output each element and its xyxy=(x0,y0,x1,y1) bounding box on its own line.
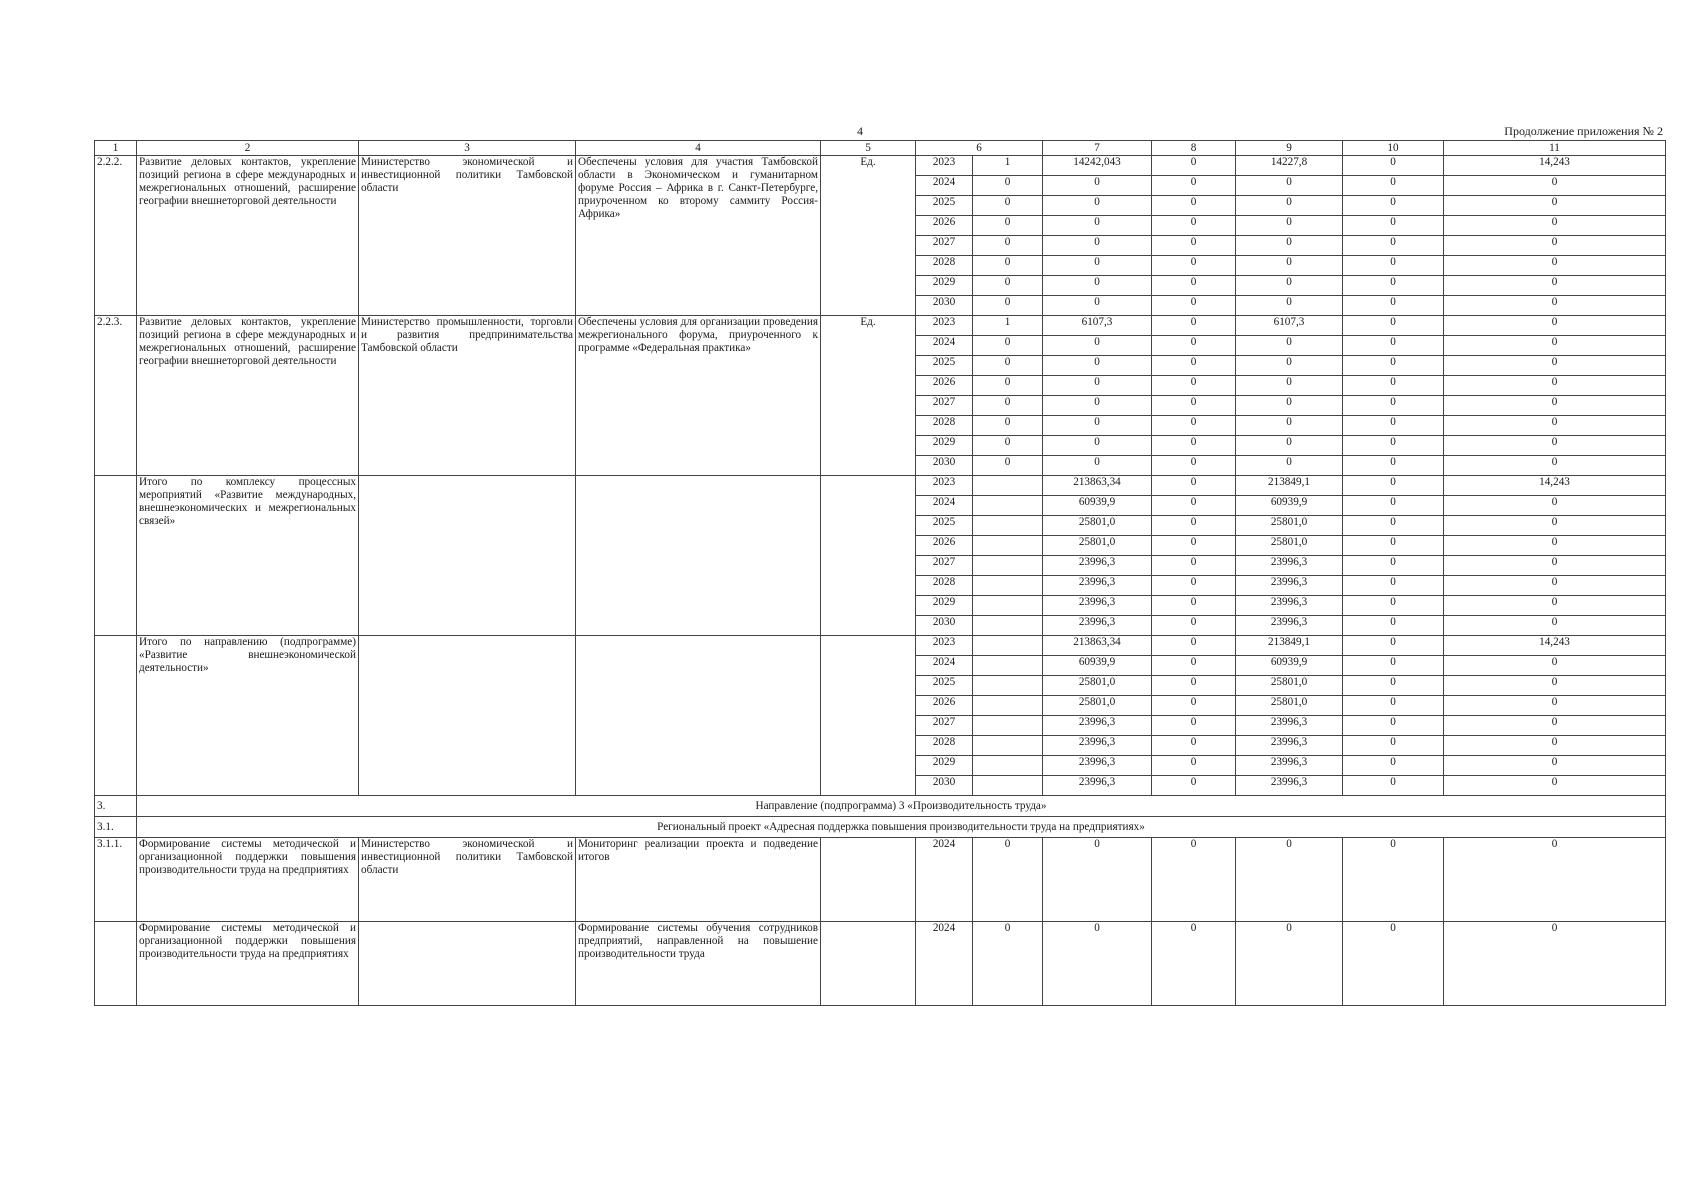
year-cell: 2023 xyxy=(916,636,973,656)
item-unit: Ед. xyxy=(821,316,916,476)
local-cell: 0 xyxy=(1343,156,1444,176)
other-cell: 0 xyxy=(1444,656,1666,676)
year-cell: 2028 xyxy=(916,736,973,756)
header-cell: 7 xyxy=(1043,141,1152,156)
year-cell: 2029 xyxy=(916,756,973,776)
federal-cell: 0 xyxy=(1152,596,1236,616)
item-result: Мониторинг реализации проекта и подведение итогов xyxy=(576,838,821,922)
year-cell: 2026 xyxy=(916,696,973,716)
item-name: Итого по направлению (подпрограмме) «Развитие внешнеэкономической деятельности» xyxy=(137,636,359,796)
header-cell: 6 xyxy=(916,141,1043,156)
header-cell: 2 xyxy=(137,141,359,156)
other-cell: 0 xyxy=(1444,336,1666,356)
count-cell: 0 xyxy=(973,276,1043,296)
total-cell: 0 xyxy=(1043,296,1152,316)
federal-cell: 0 xyxy=(1152,838,1236,922)
regional-cell: 23996,3 xyxy=(1236,776,1343,796)
other-cell: 0 xyxy=(1444,396,1666,416)
federal-cell: 0 xyxy=(1152,676,1236,696)
regional-cell: 0 xyxy=(1236,276,1343,296)
year-cell: 2030 xyxy=(916,456,973,476)
local-cell: 0 xyxy=(1343,436,1444,456)
other-cell: 0 xyxy=(1444,736,1666,756)
federal-cell: 0 xyxy=(1152,636,1236,656)
item-unit xyxy=(821,476,916,636)
local-cell: 0 xyxy=(1343,236,1444,256)
item-number: 2.2.2. xyxy=(95,156,137,316)
year-cell: 2025 xyxy=(916,196,973,216)
total-cell: 25801,0 xyxy=(1043,676,1152,696)
count-cell xyxy=(973,736,1043,756)
header-cell: 1 xyxy=(95,141,137,156)
count-cell xyxy=(973,536,1043,556)
other-cell: 0 xyxy=(1444,456,1666,476)
local-cell: 0 xyxy=(1343,316,1444,336)
total-cell: 6107,3 xyxy=(1043,316,1152,336)
data-table xyxy=(94,140,1666,1006)
count-cell: 0 xyxy=(973,456,1043,476)
local-cell: 0 xyxy=(1343,196,1444,216)
total-cell: 25801,0 xyxy=(1043,536,1152,556)
table-row xyxy=(95,316,1666,336)
local-cell: 0 xyxy=(1343,256,1444,276)
federal-cell: 0 xyxy=(1152,456,1236,476)
other-cell: 14,243 xyxy=(1444,476,1666,496)
header-cell: 5 xyxy=(821,141,916,156)
regional-cell: 0 xyxy=(1236,922,1343,1006)
item-executor xyxy=(359,476,576,636)
other-cell: 0 xyxy=(1444,556,1666,576)
local-cell: 0 xyxy=(1343,556,1444,576)
local-cell: 0 xyxy=(1343,276,1444,296)
local-cell: 0 xyxy=(1343,776,1444,796)
count-cell xyxy=(973,616,1043,636)
other-cell: 0 xyxy=(1444,496,1666,516)
count-cell: 0 xyxy=(973,336,1043,356)
year-cell: 2025 xyxy=(916,516,973,536)
item-executor: Министерство экономической и инвестиционной политики Тамбовской области xyxy=(359,156,576,316)
federal-cell: 0 xyxy=(1152,276,1236,296)
total-cell: 14242,043 xyxy=(1043,156,1152,176)
table-row xyxy=(95,636,1666,656)
local-cell: 0 xyxy=(1343,356,1444,376)
other-cell: 0 xyxy=(1444,676,1666,696)
federal-cell: 0 xyxy=(1152,656,1236,676)
item-result xyxy=(576,636,821,796)
count-cell xyxy=(973,496,1043,516)
other-cell: 0 xyxy=(1444,776,1666,796)
total-cell: 0 xyxy=(1043,216,1152,236)
regional-cell: 25801,0 xyxy=(1236,516,1343,536)
federal-cell: 0 xyxy=(1152,416,1236,436)
other-cell: 0 xyxy=(1444,838,1666,922)
page-number: 4 xyxy=(857,124,863,138)
other-cell: 14,243 xyxy=(1444,156,1666,176)
count-cell xyxy=(973,476,1043,496)
local-cell: 0 xyxy=(1343,616,1444,636)
federal-cell: 0 xyxy=(1152,516,1236,536)
year-cell: 2027 xyxy=(916,396,973,416)
other-cell: 0 xyxy=(1444,216,1666,236)
total-cell: 0 xyxy=(1043,336,1152,356)
count-cell xyxy=(973,596,1043,616)
other-cell: 0 xyxy=(1444,436,1666,456)
local-cell: 0 xyxy=(1343,656,1444,676)
item-number xyxy=(95,476,137,636)
item-name: Формирование системы методической и организационной поддержки повышения производительности труда на предприятиях xyxy=(137,838,359,922)
section-title: Региональный проект «Адресная поддержка повышения производительности труда на предприятиях» xyxy=(137,817,1666,838)
federal-cell: 0 xyxy=(1152,396,1236,416)
year-cell: 2024 xyxy=(916,656,973,676)
year-cell: 2030 xyxy=(916,296,973,316)
federal-cell: 0 xyxy=(1152,256,1236,276)
header-row xyxy=(95,141,1666,156)
federal-cell: 0 xyxy=(1152,576,1236,596)
federal-cell: 0 xyxy=(1152,176,1236,196)
federal-cell: 0 xyxy=(1152,376,1236,396)
regional-cell: 23996,3 xyxy=(1236,576,1343,596)
item-number xyxy=(95,922,137,1006)
regional-cell: 0 xyxy=(1236,296,1343,316)
year-cell: 2024 xyxy=(916,176,973,196)
count-cell xyxy=(973,576,1043,596)
item-result: Формирование системы обучения сотрудников предприятий, направленной на повышение производительности труда xyxy=(576,922,821,1006)
federal-cell: 0 xyxy=(1152,616,1236,636)
count-cell xyxy=(973,676,1043,696)
year-cell: 2025 xyxy=(916,356,973,376)
local-cell: 0 xyxy=(1343,376,1444,396)
header-cell: 10 xyxy=(1343,141,1444,156)
total-cell: 0 xyxy=(1043,196,1152,216)
other-cell: 14,243 xyxy=(1444,636,1666,656)
federal-cell: 0 xyxy=(1152,296,1236,316)
local-cell: 0 xyxy=(1343,576,1444,596)
year-cell: 2030 xyxy=(916,616,973,636)
local-cell: 0 xyxy=(1343,496,1444,516)
item-name: Развитие деловых контактов, укрепление позиций региона в сфере международных и межрегиональных отношений, расширение географии внешнеторговой деятельности xyxy=(137,156,359,316)
total-cell: 0 xyxy=(1043,396,1152,416)
federal-cell: 0 xyxy=(1152,236,1236,256)
header-cell: 11 xyxy=(1444,141,1666,156)
federal-cell: 0 xyxy=(1152,536,1236,556)
table-row xyxy=(95,156,1666,176)
count-cell: 0 xyxy=(973,236,1043,256)
item-unit xyxy=(821,838,916,922)
regional-cell: 25801,0 xyxy=(1236,676,1343,696)
item-name: Итого по комплексу процессных мероприятий «Развитие международных, внешнеэкономических и межрегиональных связей» xyxy=(137,476,359,636)
regional-cell: 0 xyxy=(1236,176,1343,196)
year-cell: 2023 xyxy=(916,316,973,336)
local-cell: 0 xyxy=(1343,176,1444,196)
count-cell xyxy=(973,716,1043,736)
year-cell: 2026 xyxy=(916,536,973,556)
table-row xyxy=(95,476,1666,496)
section-number: 3. xyxy=(95,796,137,817)
federal-cell: 0 xyxy=(1152,716,1236,736)
regional-cell: 0 xyxy=(1236,196,1343,216)
other-cell: 0 xyxy=(1444,516,1666,536)
section-number: 3.1. xyxy=(95,817,137,838)
other-cell: 0 xyxy=(1444,196,1666,216)
count-cell xyxy=(973,696,1043,716)
local-cell: 0 xyxy=(1343,476,1444,496)
federal-cell: 0 xyxy=(1152,756,1236,776)
local-cell: 0 xyxy=(1343,416,1444,436)
other-cell: 0 xyxy=(1444,696,1666,716)
total-cell: 23996,3 xyxy=(1043,596,1152,616)
federal-cell: 0 xyxy=(1152,922,1236,1006)
regional-cell: 213849,1 xyxy=(1236,476,1343,496)
appendix-note: Продолжение приложения № 2 xyxy=(1504,124,1663,138)
item-executor xyxy=(359,636,576,796)
count-cell xyxy=(973,636,1043,656)
item-result: Обеспечены условия для участия Тамбовской области в Экономическом и гуманитарном форуме Россия – Африка в г. Санкт-Петербурге, приуроченном ко второму саммиту Россия-Африка» xyxy=(576,156,821,316)
regional-cell: 0 xyxy=(1236,376,1343,396)
total-cell: 23996,3 xyxy=(1043,776,1152,796)
local-cell: 0 xyxy=(1343,716,1444,736)
total-cell: 0 xyxy=(1043,456,1152,476)
count-cell: 1 xyxy=(973,156,1043,176)
item-result: Обеспечены условия для организации проведения межрегионального форума, приуроченного к программе «Федеральная практика» xyxy=(576,316,821,476)
other-cell: 0 xyxy=(1444,716,1666,736)
year-cell: 2026 xyxy=(916,216,973,236)
regional-cell: 0 xyxy=(1236,216,1343,236)
regional-cell: 0 xyxy=(1236,838,1343,922)
count-cell: 0 xyxy=(973,196,1043,216)
count-cell xyxy=(973,556,1043,576)
year-cell: 2024 xyxy=(916,336,973,356)
other-cell: 0 xyxy=(1444,596,1666,616)
count-cell: 0 xyxy=(973,922,1043,1006)
federal-cell: 0 xyxy=(1152,356,1236,376)
total-cell: 25801,0 xyxy=(1043,696,1152,716)
total-cell: 0 xyxy=(1043,256,1152,276)
year-cell: 2024 xyxy=(916,838,973,922)
count-cell: 0 xyxy=(973,176,1043,196)
table-row xyxy=(95,922,1666,1006)
regional-cell: 0 xyxy=(1236,416,1343,436)
year-cell: 2027 xyxy=(916,556,973,576)
regional-cell: 0 xyxy=(1236,356,1343,376)
other-cell: 0 xyxy=(1444,536,1666,556)
total-cell: 60939,9 xyxy=(1043,496,1152,516)
other-cell: 0 xyxy=(1444,236,1666,256)
federal-cell: 0 xyxy=(1152,316,1236,336)
year-cell: 2024 xyxy=(916,496,973,516)
total-cell: 213863,34 xyxy=(1043,476,1152,496)
count-cell: 0 xyxy=(973,256,1043,276)
local-cell: 0 xyxy=(1343,756,1444,776)
item-unit xyxy=(821,636,916,796)
item-unit xyxy=(821,922,916,1006)
year-cell: 2028 xyxy=(916,576,973,596)
federal-cell: 0 xyxy=(1152,476,1236,496)
other-cell: 0 xyxy=(1444,176,1666,196)
year-cell: 2029 xyxy=(916,596,973,616)
regional-cell: 0 xyxy=(1236,396,1343,416)
regional-cell: 25801,0 xyxy=(1236,696,1343,716)
regional-cell: 0 xyxy=(1236,236,1343,256)
count-cell xyxy=(973,516,1043,536)
year-cell: 2030 xyxy=(916,776,973,796)
regional-cell: 23996,3 xyxy=(1236,596,1343,616)
regional-cell: 23996,3 xyxy=(1236,756,1343,776)
count-cell xyxy=(973,776,1043,796)
item-executor: Министерство промышленности, торговли и развития предпринимательства Тамбовской области xyxy=(359,316,576,476)
regional-cell: 0 xyxy=(1236,336,1343,356)
item-result xyxy=(576,476,821,636)
total-cell: 23996,3 xyxy=(1043,716,1152,736)
federal-cell: 0 xyxy=(1152,156,1236,176)
item-name: Формирование системы методической и организационной поддержки повышения производительности труда на предприятиях xyxy=(137,922,359,1006)
count-cell: 0 xyxy=(973,376,1043,396)
total-cell: 23996,3 xyxy=(1043,616,1152,636)
local-cell: 0 xyxy=(1343,216,1444,236)
other-cell: 0 xyxy=(1444,576,1666,596)
other-cell: 0 xyxy=(1444,316,1666,336)
count-cell: 0 xyxy=(973,838,1043,922)
total-cell: 60939,9 xyxy=(1043,656,1152,676)
total-cell: 0 xyxy=(1043,276,1152,296)
local-cell: 0 xyxy=(1343,296,1444,316)
total-cell: 213863,34 xyxy=(1043,636,1152,656)
count-cell: 0 xyxy=(973,296,1043,316)
total-cell: 0 xyxy=(1043,176,1152,196)
regional-cell: 213849,1 xyxy=(1236,636,1343,656)
year-cell: 2023 xyxy=(916,476,973,496)
table-row xyxy=(95,838,1666,922)
total-cell: 23996,3 xyxy=(1043,736,1152,756)
section-title: Направление (подпрограмма) 3 «Производительность труда» xyxy=(137,796,1666,817)
count-cell: 0 xyxy=(973,436,1043,456)
item-executor xyxy=(359,922,576,1006)
year-cell: 2027 xyxy=(916,236,973,256)
regional-cell: 0 xyxy=(1236,256,1343,276)
federal-cell: 0 xyxy=(1152,496,1236,516)
count-cell: 0 xyxy=(973,216,1043,236)
total-cell: 0 xyxy=(1043,922,1152,1006)
other-cell: 0 xyxy=(1444,376,1666,396)
total-cell: 0 xyxy=(1043,436,1152,456)
year-cell: 2029 xyxy=(916,436,973,456)
regional-cell: 0 xyxy=(1236,456,1343,476)
total-cell: 0 xyxy=(1043,376,1152,396)
year-cell: 2026 xyxy=(916,376,973,396)
count-cell: 0 xyxy=(973,356,1043,376)
local-cell: 0 xyxy=(1343,838,1444,922)
year-cell: 2024 xyxy=(916,922,973,1006)
local-cell: 0 xyxy=(1343,536,1444,556)
count-cell: 0 xyxy=(973,416,1043,436)
count-cell xyxy=(973,656,1043,676)
federal-cell: 0 xyxy=(1152,336,1236,356)
regional-cell: 23996,3 xyxy=(1236,716,1343,736)
item-name: Развитие деловых контактов, укрепление позиций региона в сфере международных и межрегиональных отношений, расширение географии внешнеторговой деятельности xyxy=(137,316,359,476)
local-cell: 0 xyxy=(1343,456,1444,476)
header-cell: 8 xyxy=(1152,141,1236,156)
section-row-3 xyxy=(95,796,1666,817)
total-cell: 23996,3 xyxy=(1043,556,1152,576)
local-cell: 0 xyxy=(1343,636,1444,656)
count-cell: 1 xyxy=(973,316,1043,336)
regional-cell: 60939,9 xyxy=(1236,656,1343,676)
regional-cell: 0 xyxy=(1236,436,1343,456)
item-unit: Ед. xyxy=(821,156,916,316)
item-number: 2.2.3. xyxy=(95,316,137,476)
other-cell: 0 xyxy=(1444,256,1666,276)
item-number: 3.1.1. xyxy=(95,838,137,922)
year-cell: 2027 xyxy=(916,716,973,736)
year-cell: 2029 xyxy=(916,276,973,296)
header-cell: 3 xyxy=(359,141,576,156)
regional-cell: 14227,8 xyxy=(1236,156,1343,176)
count-cell xyxy=(973,756,1043,776)
total-cell: 25801,0 xyxy=(1043,516,1152,536)
federal-cell: 0 xyxy=(1152,196,1236,216)
local-cell: 0 xyxy=(1343,922,1444,1006)
other-cell: 0 xyxy=(1444,276,1666,296)
regional-cell: 25801,0 xyxy=(1236,536,1343,556)
other-cell: 0 xyxy=(1444,616,1666,636)
header-cell: 9 xyxy=(1236,141,1343,156)
total-cell: 0 xyxy=(1043,416,1152,436)
other-cell: 0 xyxy=(1444,356,1666,376)
year-cell: 2025 xyxy=(916,676,973,696)
regional-cell: 23996,3 xyxy=(1236,736,1343,756)
total-cell: 0 xyxy=(1043,356,1152,376)
year-cell: 2028 xyxy=(916,416,973,436)
total-cell: 23996,3 xyxy=(1043,756,1152,776)
regional-cell: 6107,3 xyxy=(1236,316,1343,336)
local-cell: 0 xyxy=(1343,736,1444,756)
regional-cell: 23996,3 xyxy=(1236,556,1343,576)
other-cell: 0 xyxy=(1444,296,1666,316)
local-cell: 0 xyxy=(1343,696,1444,716)
total-cell: 0 xyxy=(1043,236,1152,256)
local-cell: 0 xyxy=(1343,396,1444,416)
regional-cell: 60939,9 xyxy=(1236,496,1343,516)
year-cell: 2023 xyxy=(916,156,973,176)
item-number xyxy=(95,636,137,796)
federal-cell: 0 xyxy=(1152,556,1236,576)
other-cell: 0 xyxy=(1444,922,1666,1006)
other-cell: 0 xyxy=(1444,756,1666,776)
federal-cell: 0 xyxy=(1152,436,1236,456)
header-cell: 4 xyxy=(576,141,821,156)
local-cell: 0 xyxy=(1343,596,1444,616)
federal-cell: 0 xyxy=(1152,776,1236,796)
other-cell: 0 xyxy=(1444,416,1666,436)
year-cell: 2028 xyxy=(916,256,973,276)
section-row-3-1 xyxy=(95,817,1666,838)
federal-cell: 0 xyxy=(1152,216,1236,236)
local-cell: 0 xyxy=(1343,336,1444,356)
federal-cell: 0 xyxy=(1152,696,1236,716)
total-cell: 23996,3 xyxy=(1043,576,1152,596)
federal-cell: 0 xyxy=(1152,736,1236,756)
regional-cell: 23996,3 xyxy=(1236,616,1343,636)
local-cell: 0 xyxy=(1343,676,1444,696)
total-cell: 0 xyxy=(1043,838,1152,922)
count-cell: 0 xyxy=(973,396,1043,416)
local-cell: 0 xyxy=(1343,516,1444,536)
item-executor: Министерство экономической и инвестиционной политики Тамбовской области xyxy=(359,838,576,922)
